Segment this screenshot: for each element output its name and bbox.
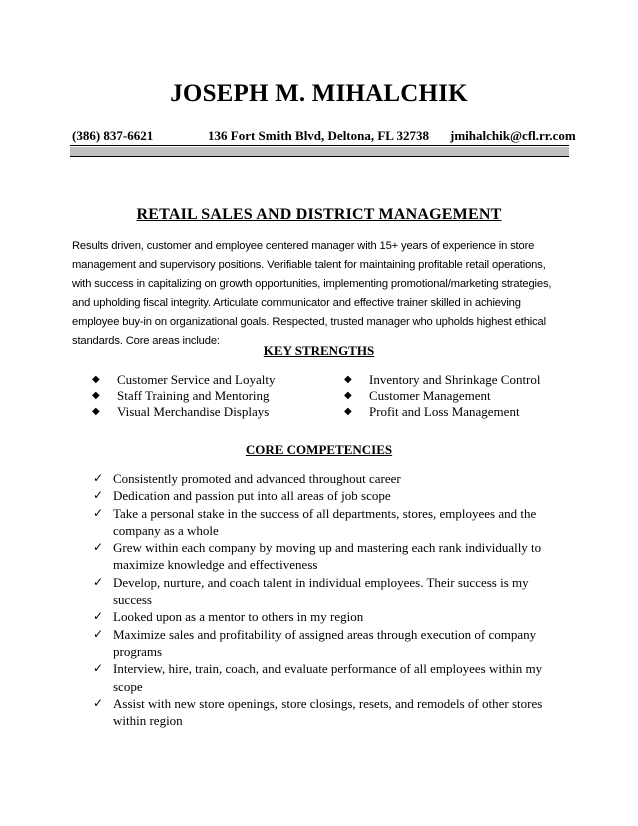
diamond-bullet-icon: ◆ <box>92 390 100 401</box>
core-competencies-heading: CORE COMPETENCIES <box>245 442 393 457</box>
key-strengths-heading: KEY STRENGTHS <box>263 343 375 358</box>
list-item <box>90 404 276 420</box>
competency-text: Take a personal stake in the success of all departments, stores, employees and the company as a whole <box>113 505 537 538</box>
list-item <box>93 505 565 540</box>
resume-headline: RETAIL SALES AND DISTRICT MANAGEMENT <box>136 206 502 223</box>
list-item <box>342 372 541 388</box>
contact-line <box>72 128 576 144</box>
checkmark-icon: ✓ <box>93 661 104 676</box>
strength-label: Inventory and Shrinkage Control <box>369 372 541 387</box>
list-item <box>93 539 565 574</box>
strength-label: Customer Management <box>369 388 491 403</box>
key-strengths-right-list <box>342 372 541 420</box>
competency-text: Consistently promoted and advanced throughout career <box>113 471 401 486</box>
header-rule-line <box>70 145 569 146</box>
checkmark-icon: ✓ <box>93 488 104 503</box>
competency-text: Develop, nurture, and coach talent in individual employees. Their success is my success <box>113 574 529 608</box>
checkmark-icon: ✓ <box>93 609 104 624</box>
list-item <box>93 470 565 487</box>
strength-label: Customer Service and Loyalty <box>117 372 276 387</box>
competency-text: Dedication and passion put into all areas of job scope <box>113 488 391 504</box>
core-competencies-list <box>93 470 565 729</box>
list-item <box>90 372 276 388</box>
contact-email: jmihalchik@cfl.rr.com <box>450 128 576 143</box>
diamond-bullet-icon: ◆ <box>92 406 100 417</box>
professional-summary: Results driven, customer and employee centered manager with 15+ years of experience in store management and supervisory positions. Verifiable talent for maintaining profitable retail operations, with success in capitalizing on growth opportunities, implementing promotional/marketing strategies, and upholding fiscal integrity. Articulate communicator and effective trainer skilled in achieving employee buy-in on organizational goals. Respected, trusted manager who upholds highest ethical standards. Core areas include: <box>72 240 552 347</box>
diamond-bullet-icon: ◆ <box>344 374 352 385</box>
list-item <box>342 388 541 404</box>
applicant-name: JOSEPH M. MIHALCHIK <box>170 80 468 107</box>
checkmark-icon: ✓ <box>93 574 104 589</box>
header-rule-band <box>70 147 569 157</box>
contact-phone: (386) 837-6621 <box>72 128 154 143</box>
list-item <box>93 487 565 504</box>
list-item <box>90 388 276 404</box>
list-item <box>93 660 565 695</box>
competency-text: Looked upon as a mentor to others in my region <box>113 609 364 625</box>
checkmark-icon: ✓ <box>93 540 104 555</box>
checkmark-icon: ✓ <box>93 626 104 641</box>
diamond-bullet-icon: ◆ <box>344 390 352 401</box>
contact-address: 136 Fort Smith Blvd, Deltona, FL 32738 <box>208 128 430 143</box>
list-item <box>93 608 565 625</box>
competency-text: Interview, hire, train, coach, and evaluate performance of all employees within my scope <box>113 661 543 694</box>
competency-text: Grew within each company by moving up and mastering each rank individually to maximize knowledge and effectiveness <box>113 540 542 573</box>
checkmark-icon: ✓ <box>93 505 104 520</box>
competency-text: Maximize sales and profitability of assigned areas through execution of company programs <box>113 626 537 659</box>
competency-text: Assist with new store openings, store closings, resets, and remodels of other stores within region <box>113 695 543 729</box>
diamond-bullet-icon: ◆ <box>92 374 100 385</box>
list-item <box>93 695 565 730</box>
strength-label: Staff Training and Mentoring <box>117 388 270 403</box>
diamond-bullet-icon: ◆ <box>344 406 352 417</box>
list-item <box>93 626 565 661</box>
strength-label: Visual Merchandise Displays <box>117 404 270 419</box>
checkmark-icon: ✓ <box>93 695 104 710</box>
strength-label: Profit and Loss Management <box>369 404 520 419</box>
list-item <box>342 404 541 420</box>
key-strengths-left-list <box>90 372 276 420</box>
checkmark-icon: ✓ <box>93 471 104 485</box>
list-item <box>93 574 565 609</box>
